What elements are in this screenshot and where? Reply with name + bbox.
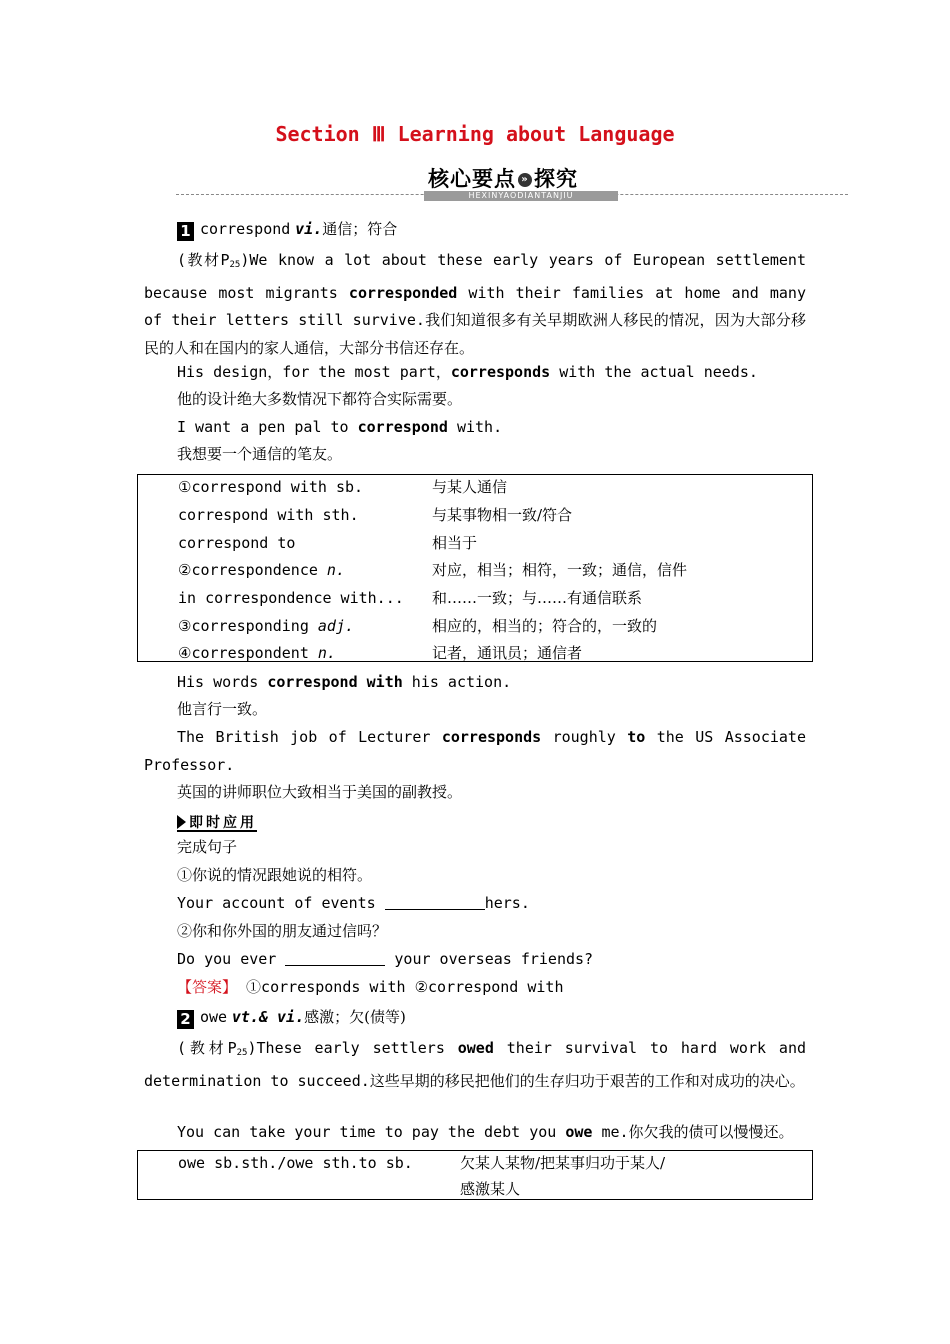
table-cell-en: ③corresponding adj. xyxy=(178,617,355,635)
apply-question-1-sentence: Your account of events hers. xyxy=(177,894,530,912)
answer-tag: 【答案】 xyxy=(177,978,238,996)
table-cell-en: owe sb.sth./owe sth.to sb. xyxy=(178,1154,413,1172)
table-cell-zh: 欠某人某物/把某事归功于某人/ xyxy=(460,1154,666,1172)
section-banner xyxy=(176,163,848,203)
item-number-badge: 1 xyxy=(177,222,194,241)
table-cell-zh: 相应的，相当的；符合的，一致的 xyxy=(432,617,658,635)
triangle-right-icon xyxy=(177,815,186,829)
item-1-example-4: His words correspond with his action. xyxy=(177,673,512,691)
item-1-example-5-translation: 英国的讲师职位大致相当于美国的副教授。 xyxy=(177,783,463,801)
item-1-example-2: His design，for the most part，corresponds with the actual needs. xyxy=(177,363,758,381)
answer-blank[interactable] xyxy=(285,951,385,966)
answer-blank[interactable] xyxy=(385,895,485,910)
apply-question-2: ②你和你外国的朋友通过信吗？ xyxy=(177,922,388,940)
item-1-example-3-translation: 我想要一个通信的笔友。 xyxy=(177,445,343,463)
table-cell-zh: 记者，通讯员；通信者 xyxy=(432,644,583,662)
table-cell-en: ①correspond with sb. xyxy=(178,478,364,496)
banner-pinyin: HEXINYAODIANTANJIU xyxy=(424,191,618,201)
apply-answer: 【答案】 ①corresponds with ②correspond with xyxy=(177,978,564,996)
table-cell-zh: 与某事物相一致/符合 xyxy=(432,506,573,524)
item-2-usage-table xyxy=(137,1150,813,1200)
item-1-heading: 1 correspond vi.通信；符合 xyxy=(177,219,397,241)
item-1-example-2-translation: 他的设计绝大多数情况下都符合实际需要。 xyxy=(177,390,463,408)
item-1-example-4-translation: 他言行一致。 xyxy=(177,700,268,718)
table-cell-en: ④correspondent n. xyxy=(178,644,336,662)
item-1-example-1: (教材$P_{25})We$ know a lot about these early years of European settlement because most migrants corresponded with their families at home and many of their letters still survive.我们知道很多有关早期欧洲人移民的情况，因为大部分移民的人和在国内的家人通信，大部分书信还存在。 xyxy=(144,251,806,357)
item-2-example-2: You can take your time to pay the debt you owe me.你欠我的债可以慢慢还。 xyxy=(177,1123,794,1141)
table-cell-zh: 与某人通信 xyxy=(432,478,508,496)
apply-instruction: 完成句子 xyxy=(177,838,238,856)
item-2-example-1: (教材$P_{25})These$ early settlers owed their survival to hard work and determination to succeed.这些早期的移民把他们的生存归功于艰苦的工作和对成功的决心。 xyxy=(144,1039,807,1090)
apply-question-1: ①你说的情况跟她说的相符。 xyxy=(177,866,373,884)
item-1-example-5: The British job of Lecturer corresponds roughly to the US Associate Professor. xyxy=(144,728,806,774)
table-cell-en: correspond with sth. xyxy=(178,506,359,524)
item-2-heading: 2 owe vt.& vi.感激；欠(债等) xyxy=(177,1007,406,1029)
chevron-right-icon: » xyxy=(518,173,532,187)
apply-question-2-sentence: Do you ever your overseas friends? xyxy=(177,950,594,968)
table-cell-en: ②correspondence n. xyxy=(178,561,345,579)
item-number-badge: 2 xyxy=(177,1010,194,1029)
table-cell-zh: 和……一致；与……有通信联系 xyxy=(432,589,643,607)
item-1-usage-table xyxy=(137,474,813,662)
table-cell-en: in correspondence with... xyxy=(178,589,404,607)
banner-heading: 核心要点 » 探究 xyxy=(428,167,578,191)
section-title: Section Ⅲ Learning about Language xyxy=(275,122,675,146)
table-cell-zh: 相当于 xyxy=(432,534,478,552)
table-cell-en: correspond to xyxy=(178,534,296,552)
table-cell-zh: 感激某人 xyxy=(460,1180,521,1198)
table-cell-zh: 对应，相当；相符，一致；通信，信件 xyxy=(432,561,688,579)
item-1-example-3: I want a pen pal to correspond with. xyxy=(177,418,503,436)
apply-label: 即时应用 xyxy=(177,812,257,832)
